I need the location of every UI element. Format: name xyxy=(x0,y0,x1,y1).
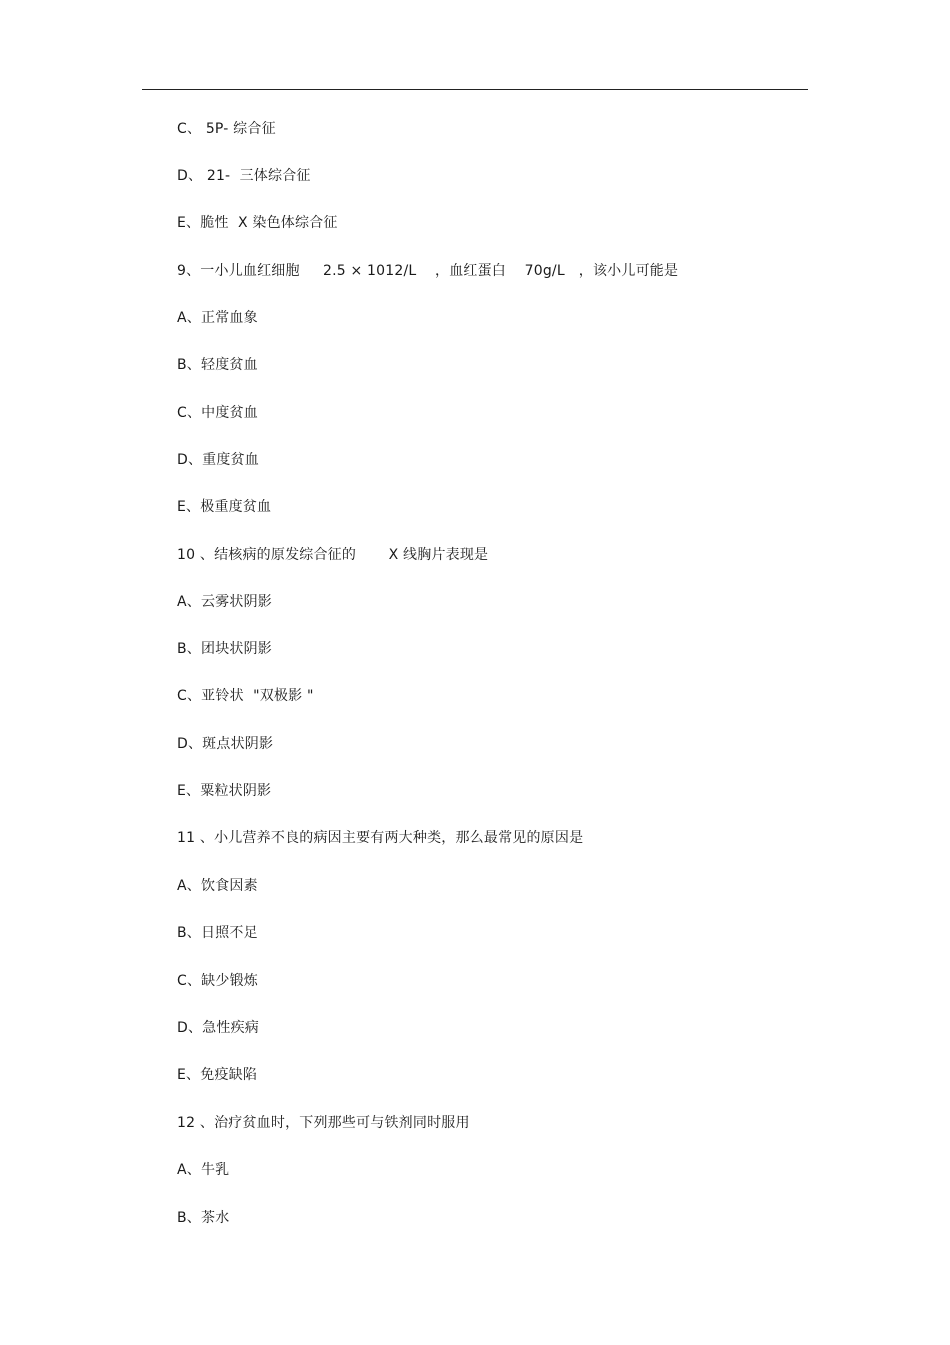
option-e-fragile-x: E、脆性 X 染色体综合征 xyxy=(177,215,338,231)
q9-option-a: A、正常血象 xyxy=(177,310,258,326)
q11-option-a: A、饮食因素 xyxy=(177,878,258,894)
option-d-21-trisomy: D、 21- 三体综合征 xyxy=(177,168,311,184)
q10-option-d: D、斑点状阴影 xyxy=(177,736,274,752)
q9-option-e: E、极重度贫血 xyxy=(177,499,272,515)
q11-option-e: E、免疫缺陷 xyxy=(177,1067,258,1083)
q9-option-b: B、轻度贫血 xyxy=(177,357,258,373)
header-rule xyxy=(142,89,808,90)
option-c-5p: C、 5P- 综合征 xyxy=(177,121,276,137)
q11-option-b: B、日照不足 xyxy=(177,925,258,941)
q12-option-b: B、茶水 xyxy=(177,1210,230,1226)
q10-option-a: A、云雾状阴影 xyxy=(177,594,272,610)
q9-option-c: C、中度贫血 xyxy=(177,405,258,421)
question-11: 11 、小儿营养不良的病因主要有两大种类，那么最常见的原因是 xyxy=(177,830,584,846)
question-12: 12 、治疗贫血时，下列那些可与铁剂同时服用 xyxy=(177,1115,470,1131)
q10-option-e: E、粟粒状阴影 xyxy=(177,783,272,799)
q11-option-d: D、急性疾病 xyxy=(177,1020,259,1036)
q11-option-c: C、缺少锻炼 xyxy=(177,973,258,989)
q12-option-a: A、牛乳 xyxy=(177,1162,230,1178)
q9-option-d: D、重度贫血 xyxy=(177,452,259,468)
q10-option-b: B、团块状阴影 xyxy=(177,641,273,657)
question-9: 9、一小儿血红细胞 2.5 × 1012/L ，血红蛋白 70g/L ，该小儿可能是 xyxy=(177,263,679,279)
question-10: 10 、结核病的原发综合征的 X 线胸片表现是 xyxy=(177,547,489,563)
q10-option-c: C、亚铃状 "双极影 " xyxy=(177,688,314,704)
